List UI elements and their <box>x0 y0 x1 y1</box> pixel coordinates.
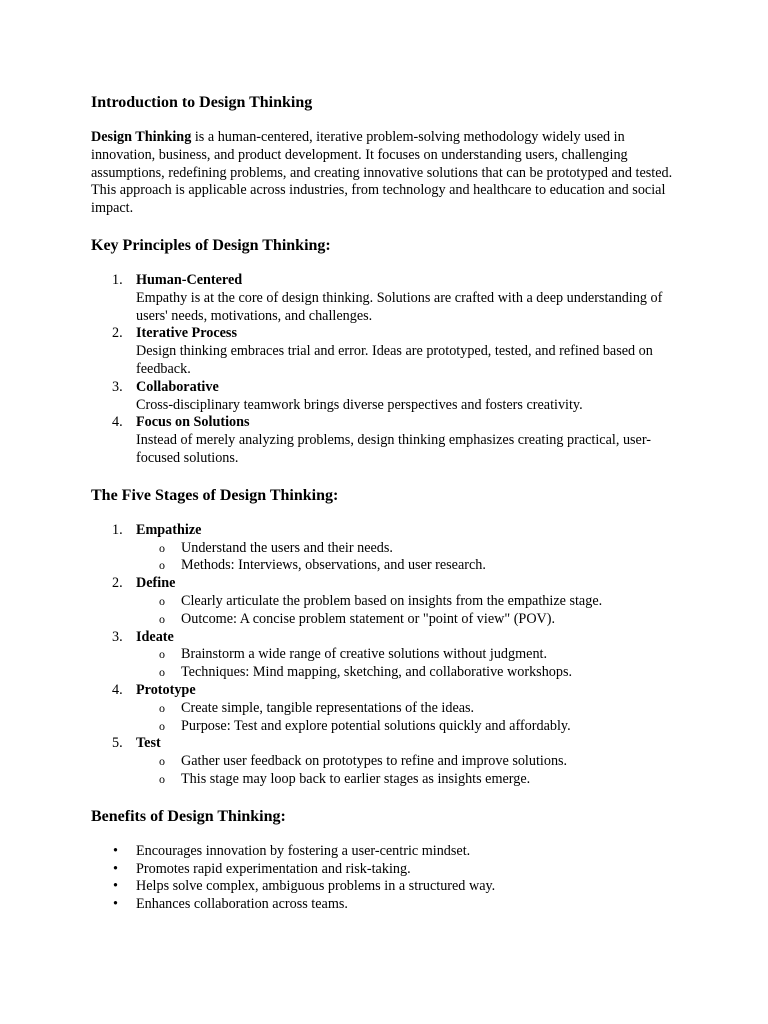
principles-list <box>91 272 676 468</box>
stage-point: o Understand the users and their needs. <box>159 539 393 556</box>
stage-item <box>91 682 676 735</box>
stage-points <box>136 646 676 682</box>
benefit-item: • Enhances collaboration across teams. <box>113 896 348 913</box>
circle-bullet-icon: o <box>159 771 165 786</box>
circle-bullet-icon: o <box>159 700 165 715</box>
principle-item <box>91 325 676 378</box>
stage-points <box>136 593 676 629</box>
stage-point: o Techniques: Mind mapping, sketching, and collaborative workshops. <box>159 664 573 681</box>
stage-number: 3. <box>112 628 123 645</box>
stage-point: o Purpose: Test and explore potential solutions quickly and affordably. <box>159 717 571 734</box>
stage-point: o Create simple, tangible representations of the ideas. <box>159 699 475 716</box>
stage-number: 1. <box>112 521 123 538</box>
circle-bullet-icon: o <box>159 558 165 573</box>
principle-item <box>91 272 676 325</box>
principle-item <box>91 414 676 467</box>
circle-bullet-icon: o <box>159 718 165 733</box>
principle-description: Cross-disciplinary teamwork brings diverse perspectives and fosters creativity. <box>136 396 583 413</box>
intro-bold-term: Design Thinking <box>91 129 192 145</box>
principle-title: Iterative Process <box>136 325 237 342</box>
stage-point: o Outcome: A concise problem statement or "point of view" (POV). <box>159 610 556 627</box>
stage-number: 4. <box>112 681 123 698</box>
benefits-list <box>91 843 676 914</box>
bullet-icon: • <box>113 896 118 913</box>
intro-paragraph <box>91 129 676 218</box>
stage-point: o Clearly articulate the problem based on insights from the empathize stage. <box>159 592 603 609</box>
stage-title: Test <box>136 735 161 752</box>
stage-point: o This stage may loop back to earlier stages as insights emerge. <box>159 770 531 787</box>
document-title: Introduction to Design Thinking <box>91 94 313 111</box>
stage-point: o Gather user feedback on prototypes to refine and improve solutions. <box>159 753 568 770</box>
stage-title: Prototype <box>136 681 196 698</box>
stage-item <box>91 735 676 788</box>
stage-item <box>91 522 676 575</box>
benefit-item: • Encourages innovation by fostering a user-centric mindset. <box>113 842 471 859</box>
principle-number: 3. <box>112 378 123 395</box>
principle-number: 1. <box>112 271 123 288</box>
stage-item <box>91 575 676 628</box>
stage-point: o Brainstorm a wide range of creative solutions without judgment. <box>159 646 548 663</box>
principle-title: Collaborative <box>136 378 219 395</box>
circle-bullet-icon: o <box>159 665 165 680</box>
principle-number: 4. <box>112 414 123 431</box>
circle-bullet-icon: o <box>159 647 165 662</box>
stages-heading: The Five Stages of Design Thinking: <box>91 486 339 504</box>
stage-title: Empathize <box>136 521 202 538</box>
bullet-icon: • <box>113 842 118 859</box>
circle-bullet-icon: o <box>159 611 165 626</box>
benefit-item: • Helps solve complex, ambiguous problems in a structured way. <box>113 878 496 895</box>
principle-description: Design thinking embraces trial and error. Ideas are prototyped, tested, and refined based on feedback. <box>136 343 653 377</box>
stage-points <box>136 540 676 576</box>
principle-item <box>91 379 676 415</box>
stage-points <box>136 700 676 736</box>
benefits-heading: Benefits of Design Thinking: <box>91 807 286 825</box>
intro-text: is a human-centered, iterative problem-solving methodology widely used in innovation, business, and product development. It focuses on understanding users, challenging assumptions, redefining problems, and creating innovative solutions that can be prototyped and tested. This approach is applicable across industries, from technology and healthcare to education and social impact. <box>91 129 673 217</box>
stage-title: Ideate <box>136 628 174 645</box>
principle-description: Empathy is at the core of design thinking. Solutions are crafted with a deep understanding of users' needs, motivations, and challenges. <box>136 289 663 324</box>
stages-list <box>91 522 676 789</box>
circle-bullet-icon: o <box>159 754 165 769</box>
principle-title: Human-Centered <box>136 271 243 288</box>
principle-number: 2. <box>112 325 123 342</box>
stage-number: 2. <box>112 575 123 592</box>
principle-description: Instead of merely analyzing problems, design thinking emphasizes creating practical, user-focused solutions. <box>136 432 652 466</box>
stage-points <box>136 753 676 789</box>
stage-item <box>91 629 676 682</box>
stage-title: Define <box>136 575 176 592</box>
stage-number: 5. <box>112 735 123 752</box>
bullet-icon: • <box>113 878 118 895</box>
circle-bullet-icon: o <box>159 540 165 555</box>
stage-point: o Methods: Interviews, observations, and user research. <box>159 557 486 574</box>
bullet-icon: • <box>113 860 118 877</box>
benefit-item: • Promotes rapid experimentation and risk-taking. <box>113 860 411 877</box>
circle-bullet-icon: o <box>159 593 165 608</box>
principle-title: Focus on Solutions <box>136 414 250 431</box>
principles-heading: Key Principles of Design Thinking: <box>91 236 331 254</box>
